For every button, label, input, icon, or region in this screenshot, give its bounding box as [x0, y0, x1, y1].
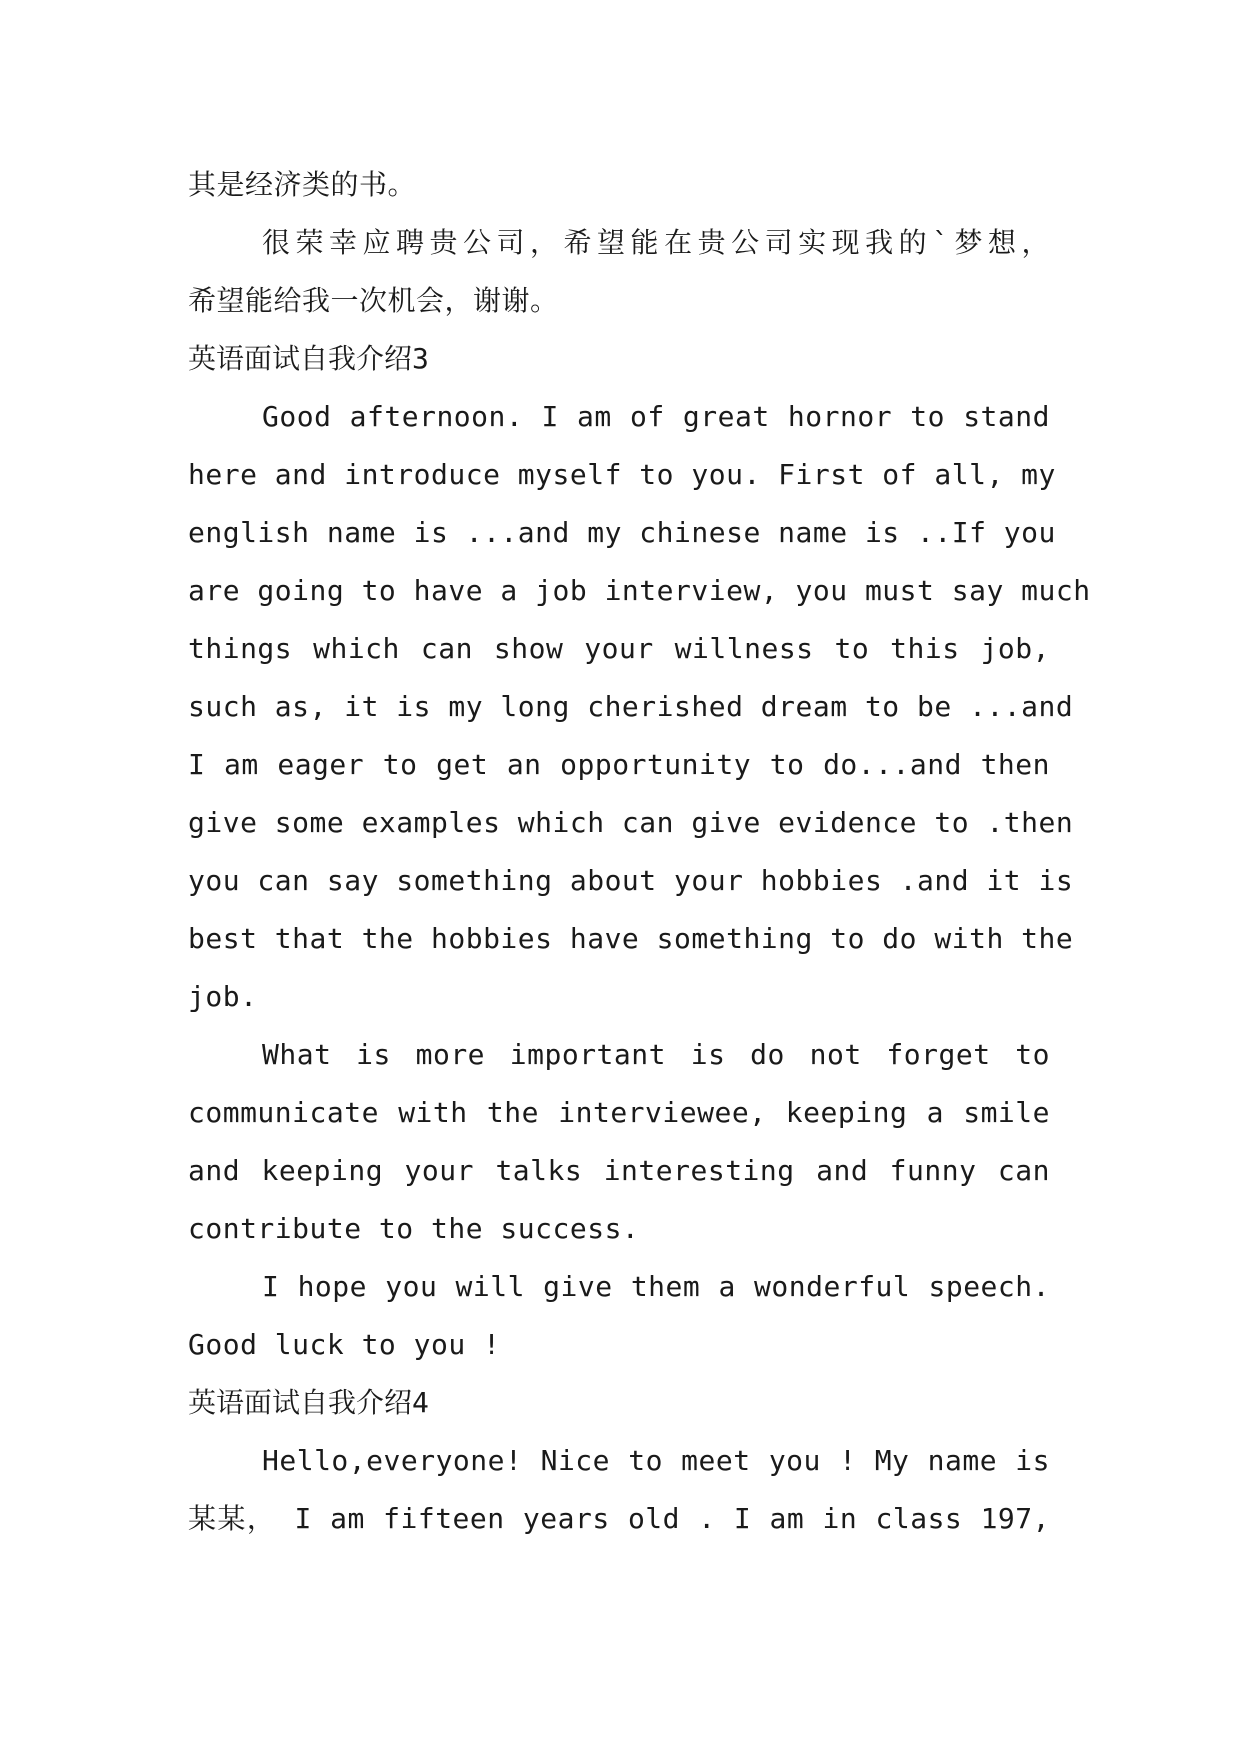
paragraph-line: Hello,everyone! Nice to meet you ! My name is: [262, 1444, 1050, 1477]
paragraph-line: Good luck to you !: [188, 1328, 501, 1361]
paragraph-line: 希望能给我一次机会，谢谢。: [188, 284, 559, 317]
paragraph-line: 其是经济类的书。: [188, 168, 417, 201]
paragraph-line: english name is ...and my chinese name is ..If you: [188, 516, 1056, 549]
paragraph-line: things which can show your willness to this job,: [188, 632, 1050, 665]
paragraph-line: I am eager to get an opportunity to do...and then: [188, 748, 1050, 781]
paragraph-line: I hope you will give them a wonderful speech.: [262, 1270, 1050, 1303]
paragraph-line: such as, it is my long cherished dream to be ...and: [188, 690, 1074, 723]
paragraph-line: job.: [188, 980, 258, 1013]
paragraph-line: 某某， I am fifteen years old . I am in class 197,: [188, 1502, 1050, 1535]
paragraph-line: communicate with the interviewee, keeping a smile: [188, 1096, 1050, 1129]
section-heading: 英语面试自我介绍3: [188, 342, 429, 375]
paragraph-line: are going to have a job interview, you must say much: [188, 574, 1091, 607]
document-body: [188, 156, 1091, 1548]
paragraph-line: Good afternoon. I am of great hornor to stand: [262, 400, 1050, 433]
paragraph-line: you can say something about your hobbies .and it is: [188, 864, 1074, 897]
paragraph-line: here and introduce myself to you. First of all, my: [188, 458, 1056, 491]
paragraph-line: and keeping your talks interesting and funny can: [188, 1154, 1050, 1187]
section-heading: 英语面试自我介绍4: [188, 1386, 429, 1419]
paragraph-line: give some examples which can give evidence to .then: [188, 806, 1074, 839]
paragraph-line: best that the hobbies have something to do with the: [188, 922, 1074, 955]
paragraph-line: What is more important is do not forget to: [262, 1038, 1050, 1071]
paragraph-line: contribute to the success.: [188, 1212, 640, 1245]
paragraph-line: 很荣幸应聘贵公司，希望能在贵公司实现我的`梦想，: [262, 226, 1050, 259]
